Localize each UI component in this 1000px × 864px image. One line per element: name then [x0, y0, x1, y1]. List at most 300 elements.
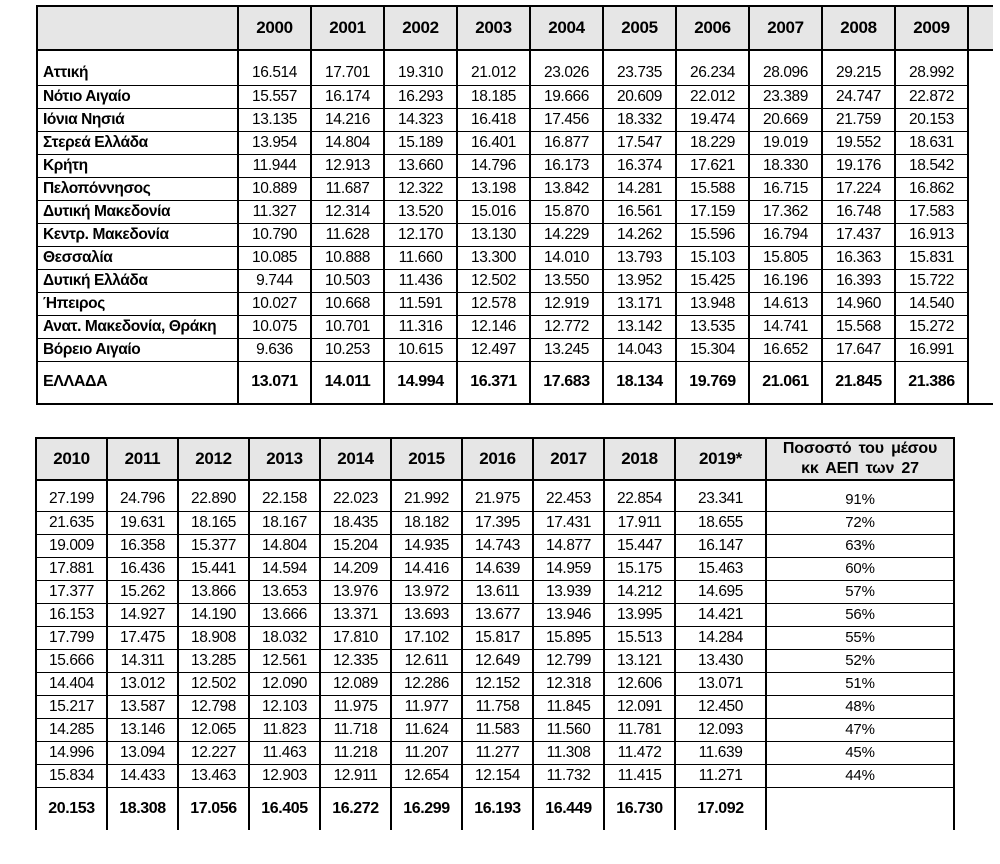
value-cell: 12.497 [457, 338, 530, 361]
value-cell: 14.741 [749, 315, 822, 338]
value-cell: 16.196 [749, 269, 822, 292]
value-cell: 12.093 [675, 718, 766, 741]
value-cell: 15.425 [676, 269, 749, 292]
value-cell: 14.416 [391, 557, 462, 580]
value-cell: 10.503 [311, 269, 384, 292]
spacer-cell [603, 50, 676, 62]
region-label-cell: Πελοπόννησος [37, 177, 238, 200]
cutoff-column-header [968, 6, 993, 50]
year-header-cell: 2017 [533, 438, 604, 480]
value-cell: 11.277 [462, 741, 533, 764]
spacer-cell [249, 480, 320, 488]
value-cell: 16.173 [530, 154, 603, 177]
value-cell: 23.341 [675, 488, 766, 511]
value-cell: 13.245 [530, 338, 603, 361]
value-cell: 15.103 [676, 246, 749, 269]
value-cell: 15.204 [320, 534, 391, 557]
value-cell: 17.647 [822, 338, 895, 361]
region-label-cell: Ήπειρος [37, 292, 238, 315]
value-cell: 13.660 [384, 154, 457, 177]
value-cell: 17.102 [391, 626, 462, 649]
value-cell: 18.332 [603, 108, 676, 131]
value-cell: 16.913 [895, 223, 968, 246]
value-cell: 11.781 [604, 718, 675, 741]
percent-cell: 91% [766, 488, 954, 511]
value-cell: 15.447 [604, 534, 675, 557]
value-cell: 14.229 [530, 223, 603, 246]
value-cell: 21.992 [391, 488, 462, 511]
value-cell: 22.453 [533, 488, 604, 511]
table-row [36, 557, 954, 580]
total-value-cell: 17.092 [675, 787, 766, 830]
percent-cell: 47% [766, 718, 954, 741]
table-row [36, 488, 954, 511]
percent-of-eu27-header [766, 438, 954, 480]
value-cell: 13.550 [530, 269, 603, 292]
value-cell: 13.094 [107, 741, 178, 764]
value-cell: 11.327 [238, 200, 311, 223]
value-cell: 14.639 [462, 557, 533, 580]
value-cell: 15.377 [178, 534, 249, 557]
value-cell: 12.318 [533, 672, 604, 695]
value-cell: 14.311 [107, 649, 178, 672]
value-cell: 13.939 [533, 580, 604, 603]
value-cell: 12.286 [391, 672, 462, 695]
value-cell: 13.171 [603, 292, 676, 315]
table-row [36, 603, 954, 626]
value-cell: 16.363 [822, 246, 895, 269]
table-row [37, 200, 993, 223]
value-cell: 10.701 [311, 315, 384, 338]
value-cell: 12.090 [249, 672, 320, 695]
table-row [37, 85, 993, 108]
value-cell: 14.043 [603, 338, 676, 361]
value-cell: 11.845 [533, 695, 604, 718]
value-cell: 18.032 [249, 626, 320, 649]
value-cell: 11.436 [384, 269, 457, 292]
value-cell: 16.715 [749, 177, 822, 200]
value-cell: 12.654 [391, 764, 462, 787]
year-header-cell: 2001 [311, 6, 384, 50]
value-cell: 16.153 [36, 603, 107, 626]
value-cell: 13.866 [178, 580, 249, 603]
percent-header-line2: κκ ΑΕΠ των 27 [801, 460, 919, 477]
value-cell: 14.212 [604, 580, 675, 603]
bottom-header-row [36, 438, 954, 480]
value-cell: 16.401 [457, 131, 530, 154]
total-value-cell: 18.134 [603, 361, 676, 404]
percent-cell: 60% [766, 557, 954, 580]
total-value-cell: 21.386 [895, 361, 968, 404]
value-cell: 13.535 [676, 315, 749, 338]
total-value-cell: 14.994 [384, 361, 457, 404]
value-cell: 13.430 [675, 649, 766, 672]
cutoff-cell [968, 62, 993, 85]
value-cell: 10.888 [311, 246, 384, 269]
total-value-cell: 17.056 [178, 787, 249, 830]
year-header-cell: 2008 [822, 6, 895, 50]
table-row [36, 649, 954, 672]
value-cell: 16.358 [107, 534, 178, 557]
value-cell: 11.271 [675, 764, 766, 787]
value-cell: 20.153 [895, 108, 968, 131]
value-cell: 12.152 [462, 672, 533, 695]
percent-cell: 57% [766, 580, 954, 603]
cutoff-cell [968, 246, 993, 269]
value-cell: 24.747 [822, 85, 895, 108]
value-cell: 11.591 [384, 292, 457, 315]
value-cell: 11.628 [311, 223, 384, 246]
cutoff-cell [968, 131, 993, 154]
total-value-cell: 16.299 [391, 787, 462, 830]
value-cell: 13.995 [604, 603, 675, 626]
region-label-cell: Νότιο Αιγαίο [37, 85, 238, 108]
year-header-cell: 2000 [238, 6, 311, 50]
value-cell: 14.959 [533, 557, 604, 580]
value-cell: 12.772 [530, 315, 603, 338]
region-label-cell: Δυτική Ελλάδα [37, 269, 238, 292]
value-cell: 10.615 [384, 338, 457, 361]
table-row [37, 292, 993, 315]
year-header-cell: 2003 [457, 6, 530, 50]
value-cell: 11.687 [311, 177, 384, 200]
value-cell: 14.796 [457, 154, 530, 177]
region-label-cell: Δυτική Μακεδονία [37, 200, 238, 223]
value-cell: 13.954 [238, 131, 311, 154]
value-cell: 12.502 [457, 269, 530, 292]
value-cell: 20.669 [749, 108, 822, 131]
corner-header-cell [37, 6, 238, 50]
value-cell: 13.693 [391, 603, 462, 626]
total-value-cell: 19.769 [676, 361, 749, 404]
percent-cell: 52% [766, 649, 954, 672]
total-value-cell: 14.011 [311, 361, 384, 404]
table-row [36, 695, 954, 718]
value-cell: 13.142 [603, 315, 676, 338]
value-cell: 12.649 [462, 649, 533, 672]
value-cell: 17.911 [604, 511, 675, 534]
value-cell: 12.314 [311, 200, 384, 223]
table-row [37, 154, 993, 177]
table-row [36, 718, 954, 741]
value-cell: 12.227 [178, 741, 249, 764]
value-cell: 11.977 [391, 695, 462, 718]
value-cell: 14.404 [36, 672, 107, 695]
value-cell: 11.583 [462, 718, 533, 741]
value-cell: 12.146 [457, 315, 530, 338]
value-cell: 19.310 [384, 62, 457, 85]
value-cell: 16.561 [603, 200, 676, 223]
value-cell: 11.660 [384, 246, 457, 269]
table-row [37, 108, 993, 131]
value-cell: 19.176 [822, 154, 895, 177]
spacer-cell [895, 50, 968, 62]
percent-cell: 45% [766, 741, 954, 764]
value-cell: 17.621 [676, 154, 749, 177]
value-cell: 13.520 [384, 200, 457, 223]
value-cell: 12.450 [675, 695, 766, 718]
value-cell: 19.666 [530, 85, 603, 108]
spacer-cell [457, 50, 530, 62]
value-cell: 14.010 [530, 246, 603, 269]
year-header-cell: 2015 [391, 438, 462, 480]
spacer-cell [822, 50, 895, 62]
value-cell: 23.026 [530, 62, 603, 85]
value-cell: 11.718 [320, 718, 391, 741]
percent-cell: 72% [766, 511, 954, 534]
value-cell: 17.583 [895, 200, 968, 223]
spacer-cell [462, 480, 533, 488]
value-cell: 16.991 [895, 338, 968, 361]
table-row [37, 177, 993, 200]
percent-cell: 48% [766, 695, 954, 718]
total-value-cell: 21.061 [749, 361, 822, 404]
value-cell: 16.652 [749, 338, 822, 361]
value-cell: 12.799 [533, 649, 604, 672]
value-cell: 16.877 [530, 131, 603, 154]
spacer-cell [676, 50, 749, 62]
value-cell: 21.012 [457, 62, 530, 85]
value-cell: 11.463 [249, 741, 320, 764]
percent-cell: 51% [766, 672, 954, 695]
value-cell: 18.908 [178, 626, 249, 649]
value-cell: 11.944 [238, 154, 311, 177]
spacer-row [37, 50, 993, 62]
value-cell: 11.624 [391, 718, 462, 741]
value-cell: 21.759 [822, 108, 895, 131]
spacer-cell [311, 50, 384, 62]
value-cell: 15.805 [749, 246, 822, 269]
year-header-cell: 2002 [384, 6, 457, 50]
value-cell: 13.952 [603, 269, 676, 292]
value-cell: 17.159 [676, 200, 749, 223]
total-value-cell: 21.845 [822, 361, 895, 404]
value-cell: 10.085 [238, 246, 311, 269]
value-cell: 12.578 [457, 292, 530, 315]
value-cell: 13.587 [107, 695, 178, 718]
year-header-cell: 2007 [749, 6, 822, 50]
value-cell: 23.389 [749, 85, 822, 108]
value-cell: 13.793 [603, 246, 676, 269]
value-cell: 11.823 [249, 718, 320, 741]
cutoff-cell [968, 85, 993, 108]
value-cell: 22.854 [604, 488, 675, 511]
table-row [36, 534, 954, 557]
value-cell: 22.023 [320, 488, 391, 511]
value-cell: 18.167 [249, 511, 320, 534]
value-cell: 16.514 [238, 62, 311, 85]
cutoff-cell [968, 292, 993, 315]
value-cell: 17.224 [822, 177, 895, 200]
region-label-cell: Ιόνια Νησιά [37, 108, 238, 131]
spacer-cell [530, 50, 603, 62]
percent-cell [766, 787, 954, 830]
value-cell: 14.216 [311, 108, 384, 131]
table-row [37, 269, 993, 292]
cutoff-cell [968, 269, 993, 292]
value-cell: 22.158 [249, 488, 320, 511]
value-cell: 11.732 [533, 764, 604, 787]
value-cell: 15.834 [36, 764, 107, 787]
value-cell: 16.393 [822, 269, 895, 292]
value-cell: 11.308 [533, 741, 604, 764]
region-label-cell: Θεσσαλία [37, 246, 238, 269]
region-label-cell: Αττική [37, 62, 238, 85]
value-cell: 16.418 [457, 108, 530, 131]
total-label-cell: ΕΛΛΑΔΑ [37, 361, 238, 404]
value-cell: 12.502 [178, 672, 249, 695]
spacer-cell [384, 50, 457, 62]
year-header-cell: 2009 [895, 6, 968, 50]
value-cell: 15.596 [676, 223, 749, 246]
value-cell: 21.635 [36, 511, 107, 534]
table-row [36, 511, 954, 534]
value-cell: 12.103 [249, 695, 320, 718]
value-cell: 12.611 [391, 649, 462, 672]
value-cell: 14.743 [462, 534, 533, 557]
value-cell: 14.284 [675, 626, 766, 649]
value-cell: 12.606 [604, 672, 675, 695]
spacer-cell [238, 50, 311, 62]
value-cell: 16.436 [107, 557, 178, 580]
value-cell: 19.009 [36, 534, 107, 557]
value-cell: 17.547 [603, 131, 676, 154]
cutoff-cell [968, 108, 993, 131]
value-cell: 17.362 [749, 200, 822, 223]
value-cell: 15.441 [178, 557, 249, 580]
total-value-cell: 16.193 [462, 787, 533, 830]
total-value-cell: 16.371 [457, 361, 530, 404]
year-header-cell: 2010 [36, 438, 107, 480]
value-cell: 12.903 [249, 764, 320, 787]
value-cell: 19.552 [822, 131, 895, 154]
spacer-cell [37, 50, 238, 62]
value-cell: 16.293 [384, 85, 457, 108]
table-row [37, 338, 993, 361]
value-cell: 18.185 [457, 85, 530, 108]
value-cell: 14.323 [384, 108, 457, 131]
value-cell: 18.165 [178, 511, 249, 534]
value-cell: 29.215 [822, 62, 895, 85]
percent-cell: 44% [766, 764, 954, 787]
value-cell: 9.636 [238, 338, 311, 361]
value-cell: 13.972 [391, 580, 462, 603]
percent-cell: 56% [766, 603, 954, 626]
value-cell: 14.285 [36, 718, 107, 741]
value-cell: 16.174 [311, 85, 384, 108]
value-cell: 15.016 [457, 200, 530, 223]
year-header-cell: 2006 [676, 6, 749, 50]
value-cell: 18.330 [749, 154, 822, 177]
gdp-per-capita-table-2000-2009 [36, 5, 993, 405]
value-cell: 10.889 [238, 177, 311, 200]
value-cell: 12.911 [320, 764, 391, 787]
value-cell: 20.609 [603, 85, 676, 108]
value-cell: 15.817 [462, 626, 533, 649]
region-label-cell: Κεντρ. Μακεδονία [37, 223, 238, 246]
value-cell: 15.870 [530, 200, 603, 223]
value-cell: 16.147 [675, 534, 766, 557]
value-cell: 13.012 [107, 672, 178, 695]
spacer-cell [107, 480, 178, 488]
value-cell: 18.542 [895, 154, 968, 177]
value-cell: 14.804 [249, 534, 320, 557]
spacer-cell [320, 480, 391, 488]
total-row [37, 361, 993, 404]
value-cell: 10.253 [311, 338, 384, 361]
value-cell: 13.842 [530, 177, 603, 200]
value-cell: 15.588 [676, 177, 749, 200]
value-cell: 17.881 [36, 557, 107, 580]
value-cell: 16.374 [603, 154, 676, 177]
table-row [36, 764, 954, 787]
percent-cell: 55% [766, 626, 954, 649]
value-cell: 12.154 [462, 764, 533, 787]
total-value-cell: 13.071 [238, 361, 311, 404]
value-cell: 17.701 [311, 62, 384, 85]
value-cell: 15.895 [533, 626, 604, 649]
table-row [37, 131, 993, 154]
value-cell: 13.285 [178, 649, 249, 672]
value-cell: 13.198 [457, 177, 530, 200]
value-cell: 9.744 [238, 269, 311, 292]
value-cell: 15.513 [604, 626, 675, 649]
value-cell: 19.474 [676, 108, 749, 131]
spacer-cell [391, 480, 462, 488]
value-cell: 10.027 [238, 292, 311, 315]
value-cell: 15.217 [36, 695, 107, 718]
year-header-cell: 2012 [178, 438, 249, 480]
value-cell: 13.976 [320, 580, 391, 603]
value-cell: 10.075 [238, 315, 311, 338]
value-cell: 15.557 [238, 85, 311, 108]
value-cell: 14.804 [311, 131, 384, 154]
value-cell: 15.189 [384, 131, 457, 154]
percent-header-line1: Ποσοστό του μέσου [782, 440, 938, 457]
value-cell: 13.677 [462, 603, 533, 626]
value-cell: 18.229 [676, 131, 749, 154]
total-value-cell: 16.449 [533, 787, 604, 830]
table-row [37, 223, 993, 246]
region-label-cell: Στερεά Ελλάδα [37, 131, 238, 154]
value-cell: 13.948 [676, 292, 749, 315]
value-cell: 12.065 [178, 718, 249, 741]
value-cell: 17.431 [533, 511, 604, 534]
value-cell: 14.594 [249, 557, 320, 580]
value-cell: 14.960 [822, 292, 895, 315]
value-cell: 13.121 [604, 649, 675, 672]
total-value-cell: 18.308 [107, 787, 178, 830]
total-value-cell: 16.272 [320, 787, 391, 830]
value-cell: 15.304 [676, 338, 749, 361]
value-cell: 13.946 [533, 603, 604, 626]
year-header-cell: 2016 [462, 438, 533, 480]
cutoff-cell [968, 200, 993, 223]
value-cell: 16.748 [822, 200, 895, 223]
table-row [36, 626, 954, 649]
value-cell: 12.335 [320, 649, 391, 672]
value-cell: 13.371 [320, 603, 391, 626]
gdp-per-capita-table-2010-2019 [35, 437, 955, 830]
table-row [37, 62, 993, 85]
value-cell: 12.170 [384, 223, 457, 246]
value-cell: 18.655 [675, 511, 766, 534]
value-cell: 13.071 [675, 672, 766, 695]
value-cell: 14.433 [107, 764, 178, 787]
value-cell: 14.209 [320, 557, 391, 580]
value-cell: 15.262 [107, 580, 178, 603]
value-cell: 17.810 [320, 626, 391, 649]
